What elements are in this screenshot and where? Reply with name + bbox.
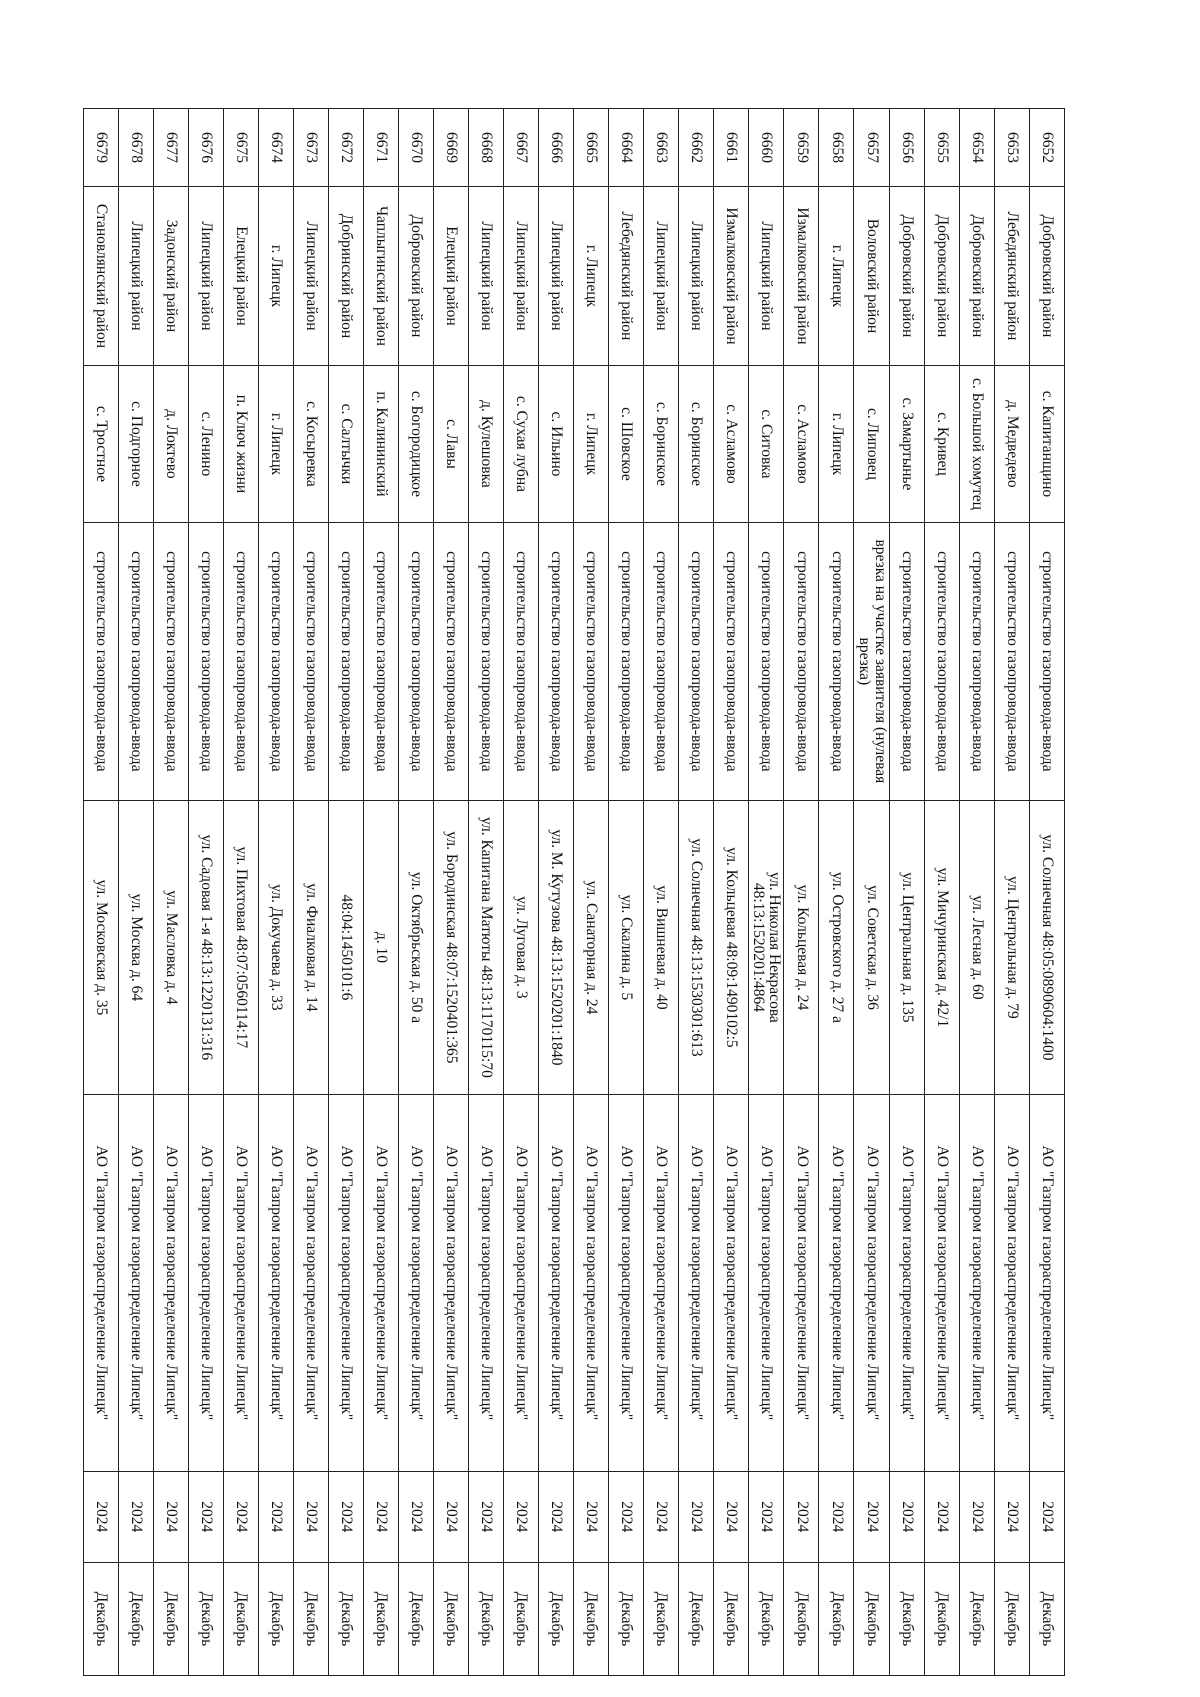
address-cell: ул. Кольцевая 48:09:1490102:5 [713,800,748,1094]
table-row [748,109,784,1676]
year-cell: 2024 [223,1471,258,1562]
row-number-cell: 6652 [1030,109,1065,187]
address-cell: ул. Мичуринская д. 42/1 [925,800,960,1094]
organization-cell: АО "Газпром газораспределение Липецк" [713,1095,748,1472]
locality-cell: с. Косыревка [293,365,328,522]
address-cell: ул. Луговая д. 3 [503,800,538,1094]
organization-cell: АО "Газпром газораспределение Липецк" [153,1095,188,1472]
table-row [678,109,713,1676]
month-cell: Декабрь [188,1562,223,1675]
year-cell: 2024 [328,1471,363,1562]
address-cell: ул. Октябрьская д. 50 а [398,800,433,1094]
month-cell: Декабрь [398,1562,433,1675]
row-number-cell: 6671 [363,109,398,187]
row-number-cell: 6668 [468,109,503,187]
table-row [468,109,503,1676]
work-type-cell: строительство газопровода-ввода [293,522,328,800]
locality-cell: с. Сухая лубна [503,365,538,522]
locality-cell: п. Калининский [363,365,398,522]
locality-cell: с. Тростное [83,365,118,522]
year-cell: 2024 [118,1471,153,1562]
table-row [608,109,643,1676]
locality-cell: с. Боринское [643,365,678,522]
year-cell: 2024 [713,1471,748,1562]
address-cell: ул. Вишневая д. 40 [643,800,678,1094]
work-type-cell: строительство газопровода-ввода [398,522,433,800]
month-cell: Декабрь [223,1562,258,1675]
table-row [363,109,398,1676]
month-cell: Декабрь [925,1562,960,1675]
table-row [328,109,363,1676]
month-cell: Декабрь [363,1562,398,1675]
district-cell: Добровский район [890,186,925,365]
row-number-cell: 6658 [819,109,854,187]
table-row [784,109,819,1676]
organization-cell: АО "Газпром газораспределение Липецк" [960,1095,995,1472]
row-number-cell: 6664 [608,109,643,187]
table-row [890,109,925,1676]
district-cell: Задонский район [153,186,188,365]
month-cell: Декабрь [748,1562,784,1675]
work-type-cell: врезка на участке заявителя (нулевая врезка) [854,522,890,800]
district-cell: Добровский район [925,186,960,365]
organization-cell: АО "Газпром газораспределение Липецк" [293,1095,328,1472]
organization-cell: АО "Газпром газораспределение Липецк" [925,1095,960,1472]
locality-cell: д. Медведево [995,365,1030,522]
address-cell: д. 10 [363,800,398,1094]
work-type-cell: строительство газопровода-ввода [784,522,819,800]
organization-cell: АО "Газпром газораспределение Липецк" [468,1095,503,1472]
work-type-cell: строительство газопровода-ввода [328,522,363,800]
year-cell: 2024 [748,1471,784,1562]
row-number-cell: 6667 [503,109,538,187]
year-cell: 2024 [153,1471,188,1562]
district-cell: Измалковский район [713,186,748,365]
row-number-cell: 6678 [118,109,153,187]
row-number-cell: 6670 [398,109,433,187]
year-cell: 2024 [468,1471,503,1562]
address-cell: ул. Фиалковая д. 14 [293,800,328,1094]
row-number-cell: 6676 [188,109,223,187]
work-type-cell: строительство газопровода-ввода [83,522,118,800]
address-cell: ул. Пихтовая 48:07:0560114:17 [223,800,258,1094]
address-cell: ул. Докучаева д. 33 [258,800,293,1094]
year-cell: 2024 [1030,1471,1065,1562]
organization-cell: АО "Газпром газораспределение Липецк" [784,1095,819,1472]
district-cell: Лебедянский район [995,186,1030,365]
district-cell: Добровский район [960,186,995,365]
month-cell: Декабрь [1030,1562,1065,1675]
organization-cell: АО "Газпром газораспределение Липецк" [678,1095,713,1472]
organization-cell: АО "Газпром газораспределение Липецк" [398,1095,433,1472]
row-number-cell: 6669 [433,109,468,187]
address-cell: ул. Солнечная 48:05:0890604:1400 [1030,800,1065,1094]
organization-cell: АО "Газпром газораспределение Липецк" [538,1095,573,1472]
work-type-cell: строительство газопровода-ввода [468,522,503,800]
month-cell: Декабрь [538,1562,573,1675]
organization-cell: АО "Газпром газораспределение Липецк" [363,1095,398,1472]
month-cell: Декабрь [83,1562,118,1675]
year-cell: 2024 [925,1471,960,1562]
table-row [293,109,328,1676]
month-cell: Декабрь [153,1562,188,1675]
table-row [153,109,188,1676]
year-cell: 2024 [960,1471,995,1562]
organization-cell: АО "Газпром газораспределение Липецк" [748,1095,784,1472]
district-cell: Елецкий район [433,186,468,365]
month-cell: Декабрь [643,1562,678,1675]
address-cell: ул. Солнечная 48:13:1530301:613 [678,800,713,1094]
locality-cell: с. Ситовка [748,365,784,522]
address-cell: ул. Московская д. 35 [83,800,118,1094]
work-type-cell: строительство газопровода-ввода [890,522,925,800]
work-type-cell: строительство газопровода-ввода [573,522,608,800]
work-type-cell: строительство газопровода-ввода [118,522,153,800]
district-cell: Липецкий район [293,186,328,365]
work-type-cell: строительство газопровода-ввода [153,522,188,800]
row-number-cell: 6672 [328,109,363,187]
locality-cell: с. Капитанщино [1030,365,1065,522]
table-row [118,109,153,1676]
organization-cell: АО "Газпром газораспределение Липецк" [995,1095,1030,1472]
month-cell: Декабрь [433,1562,468,1675]
table-row [433,109,468,1676]
work-type-cell: строительство газопровода-ввода [188,522,223,800]
row-number-cell: 6663 [643,109,678,187]
year-cell: 2024 [819,1471,854,1562]
year-cell: 2024 [678,1471,713,1562]
locality-cell: д. Кулешовка [468,365,503,522]
year-cell: 2024 [363,1471,398,1562]
year-cell: 2024 [433,1471,468,1562]
year-cell: 2024 [503,1471,538,1562]
row-number-cell: 6677 [153,109,188,187]
work-type-cell: строительство газопровода-ввода [678,522,713,800]
year-cell: 2024 [854,1471,890,1562]
district-cell: Липецкий район [468,186,503,365]
work-type-cell: строительство газопровода-ввода [363,522,398,800]
month-cell: Декабрь [784,1562,819,1675]
address-cell: ул. М. Кутузова 48:13:1520201:1840 [538,800,573,1094]
district-cell: Липецкий район [503,186,538,365]
locality-cell: с. Богородицкое [398,365,433,522]
table-row [854,109,890,1676]
address-cell: ул. Центральная д. 135 [890,800,925,1094]
district-cell: Липецкий район [118,186,153,365]
address-cell: ул. Советская д. 36 [854,800,890,1094]
organization-cell: АО "Газпром газораспределение Липецк" [83,1095,118,1472]
month-cell: Декабрь [258,1562,293,1675]
work-type-cell: строительство газопровода-ввода [995,522,1030,800]
locality-cell: с. Лавы [433,365,468,522]
table-row [819,109,854,1676]
work-type-cell: строительство газопровода-ввода [503,522,538,800]
district-cell: г. Липецк [573,186,608,365]
address-cell: ул. Масловка д. 4 [153,800,188,1094]
locality-cell: с. Липовец [854,365,890,522]
row-number-cell: 6662 [678,109,713,187]
table-row [398,109,433,1676]
work-type-cell: строительство газопровода-ввода [960,522,995,800]
organization-cell: АО "Газпром газораспределение Липецк" [1030,1095,1065,1472]
locality-cell: с. Кривец [925,365,960,522]
organization-cell: АО "Газпром газораспределение Липецк" [890,1095,925,1472]
table-row [643,109,678,1676]
district-cell: Липецкий район [643,186,678,365]
organization-cell: АО "Газпром газораспределение Липецк" [854,1095,890,1472]
work-type-cell: строительство газопровода-ввода [819,522,854,800]
work-type-cell: строительство газопровода-ввода [223,522,258,800]
organization-cell: АО "Газпром газораспределение Липецк" [819,1095,854,1472]
organization-cell: АО "Газпром газораспределение Липецк" [188,1095,223,1472]
gasification-schedule-table [83,108,1065,1676]
month-cell: Декабрь [573,1562,608,1675]
address-cell: ул. Островского д. 27 а [819,800,854,1094]
table-row [573,109,608,1676]
row-number-cell: 6660 [748,109,784,187]
work-type-cell: строительство газопровода-ввода [643,522,678,800]
year-cell: 2024 [398,1471,433,1562]
locality-cell: г. Липецк [258,365,293,522]
row-number-cell: 6661 [713,109,748,187]
address-cell: ул. Скалина д. 5 [608,800,643,1094]
table-row [538,109,573,1676]
month-cell: Декабрь [503,1562,538,1675]
year-cell: 2024 [784,1471,819,1562]
address-cell: ул. Кольцевая д. 24 [784,800,819,1094]
table-row [713,109,748,1676]
table-row [223,109,258,1676]
year-cell: 2024 [890,1471,925,1562]
month-cell: Декабрь [293,1562,328,1675]
district-cell: г. Липецк [258,186,293,365]
locality-cell: д. Локтево [153,365,188,522]
year-cell: 2024 [643,1471,678,1562]
month-cell: Декабрь [608,1562,643,1675]
row-number-cell: 6657 [854,109,890,187]
row-number-cell: 6654 [960,109,995,187]
address-cell: ул. Бородинская 48:07:1520401:365 [433,800,468,1094]
work-type-cell: строительство газопровода-ввода [538,522,573,800]
district-cell: Елецкий район [223,186,258,365]
locality-cell: с. Ильино [538,365,573,522]
address-cell: ул. Санаторная д. 24 [573,800,608,1094]
district-cell: Измалковский район [784,186,819,365]
row-number-cell: 6674 [258,109,293,187]
work-type-cell: строительство газопровода-ввода [925,522,960,800]
district-cell: Липецкий район [188,186,223,365]
table-row [503,109,538,1676]
row-number-cell: 6653 [995,109,1030,187]
locality-cell: с. Большой хомутец [960,365,995,522]
month-cell: Декабрь [960,1562,995,1675]
table-row [925,109,960,1676]
locality-cell: с. Асламово [713,365,748,522]
row-number-cell: 6656 [890,109,925,187]
work-type-cell: строительство газопровода-ввода [258,522,293,800]
district-cell: Липецкий район [748,186,784,365]
row-number-cell: 6665 [573,109,608,187]
district-cell: Добровский район [398,186,433,365]
row-number-cell: 6679 [83,109,118,187]
district-cell: Чаплыгинский район [363,186,398,365]
work-type-cell: строительство газопровода-ввода [713,522,748,800]
month-cell: Декабрь [118,1562,153,1675]
month-cell: Декабрь [819,1562,854,1675]
locality-cell: с. Шовское [608,365,643,522]
organization-cell: АО "Газпром газораспределение Липецк" [573,1095,608,1472]
month-cell: Декабрь [678,1562,713,1675]
year-cell: 2024 [995,1471,1030,1562]
district-cell: Липецкий район [678,186,713,365]
year-cell: 2024 [608,1471,643,1562]
year-cell: 2024 [573,1471,608,1562]
locality-cell: п. Ключ жизни [223,365,258,522]
locality-cell: с. Асламово [784,365,819,522]
month-cell: Декабрь [713,1562,748,1675]
month-cell: Декабрь [995,1562,1030,1675]
organization-cell: АО "Газпром газораспределение Липецк" [503,1095,538,1472]
work-type-cell: строительство газопровода-ввода [1030,522,1065,800]
table-row [995,109,1030,1676]
address-cell: ул. Центральная д. 79 [995,800,1030,1094]
address-cell: ул. Лесная д. 60 [960,800,995,1094]
locality-cell: г. Липецк [819,365,854,522]
address-cell: ул. Капитана Матюты 48:13:1170115:70 [468,800,503,1094]
row-number-cell: 6666 [538,109,573,187]
locality-cell: с. Ленино [188,365,223,522]
locality-cell: г. Липецк [573,365,608,522]
district-cell: Воловский район [854,186,890,365]
month-cell: Декабрь [328,1562,363,1675]
address-cell: ул. Москва д. 64 [118,800,153,1094]
year-cell: 2024 [538,1471,573,1562]
locality-cell: с. Подгорное [118,365,153,522]
row-number-cell: 6673 [293,109,328,187]
district-cell: Добровский район [1030,186,1065,365]
address-cell: ул. Николая Некрасова 48:13:1520201:4864 [748,800,784,1094]
row-number-cell: 6655 [925,109,960,187]
locality-cell: с. Замартынье [890,365,925,522]
month-cell: Декабрь [468,1562,503,1675]
year-cell: 2024 [258,1471,293,1562]
rotated-table-container [85,108,1065,1676]
organization-cell: АО "Газпром газораспределение Липецк" [328,1095,363,1472]
year-cell: 2024 [83,1471,118,1562]
table-row [188,109,223,1676]
row-number-cell: 6659 [784,109,819,187]
address-cell: 48:04:1450101:6 [328,800,363,1094]
work-type-cell: строительство газопровода-ввода [433,522,468,800]
organization-cell: АО "Газпром газораспределение Липецк" [258,1095,293,1472]
district-cell: г. Липецк [819,186,854,365]
organization-cell: АО "Газпром газораспределение Липецк" [608,1095,643,1472]
locality-cell: с. Салтычки [328,365,363,522]
table-row [258,109,293,1676]
organization-cell: АО "Газпром газораспределение Липецк" [433,1095,468,1472]
organization-cell: АО "Газпром газораспределение Липецк" [223,1095,258,1472]
year-cell: 2024 [293,1471,328,1562]
year-cell: 2024 [188,1471,223,1562]
table-row [83,109,118,1676]
organization-cell: АО "Газпром газораспределение Липецк" [118,1095,153,1472]
month-cell: Декабрь [854,1562,890,1675]
district-cell: Лебедянский район [608,186,643,365]
row-number-cell: 6675 [223,109,258,187]
work-type-cell: строительство газопровода-ввода [748,522,784,800]
district-cell: Липецкий район [538,186,573,365]
organization-cell: АО "Газпром газораспределение Липецк" [643,1095,678,1472]
address-cell: ул. Садовая 1-я 48:13:1220131:316 [188,800,223,1094]
work-type-cell: строительство газопровода-ввода [608,522,643,800]
district-cell: Становлянский район [83,186,118,365]
locality-cell: с. Боринское [678,365,713,522]
table-body [83,109,1064,1676]
table-row [960,109,995,1676]
district-cell: Добринский район [328,186,363,365]
month-cell: Декабрь [890,1562,925,1675]
table-row [1030,109,1065,1676]
